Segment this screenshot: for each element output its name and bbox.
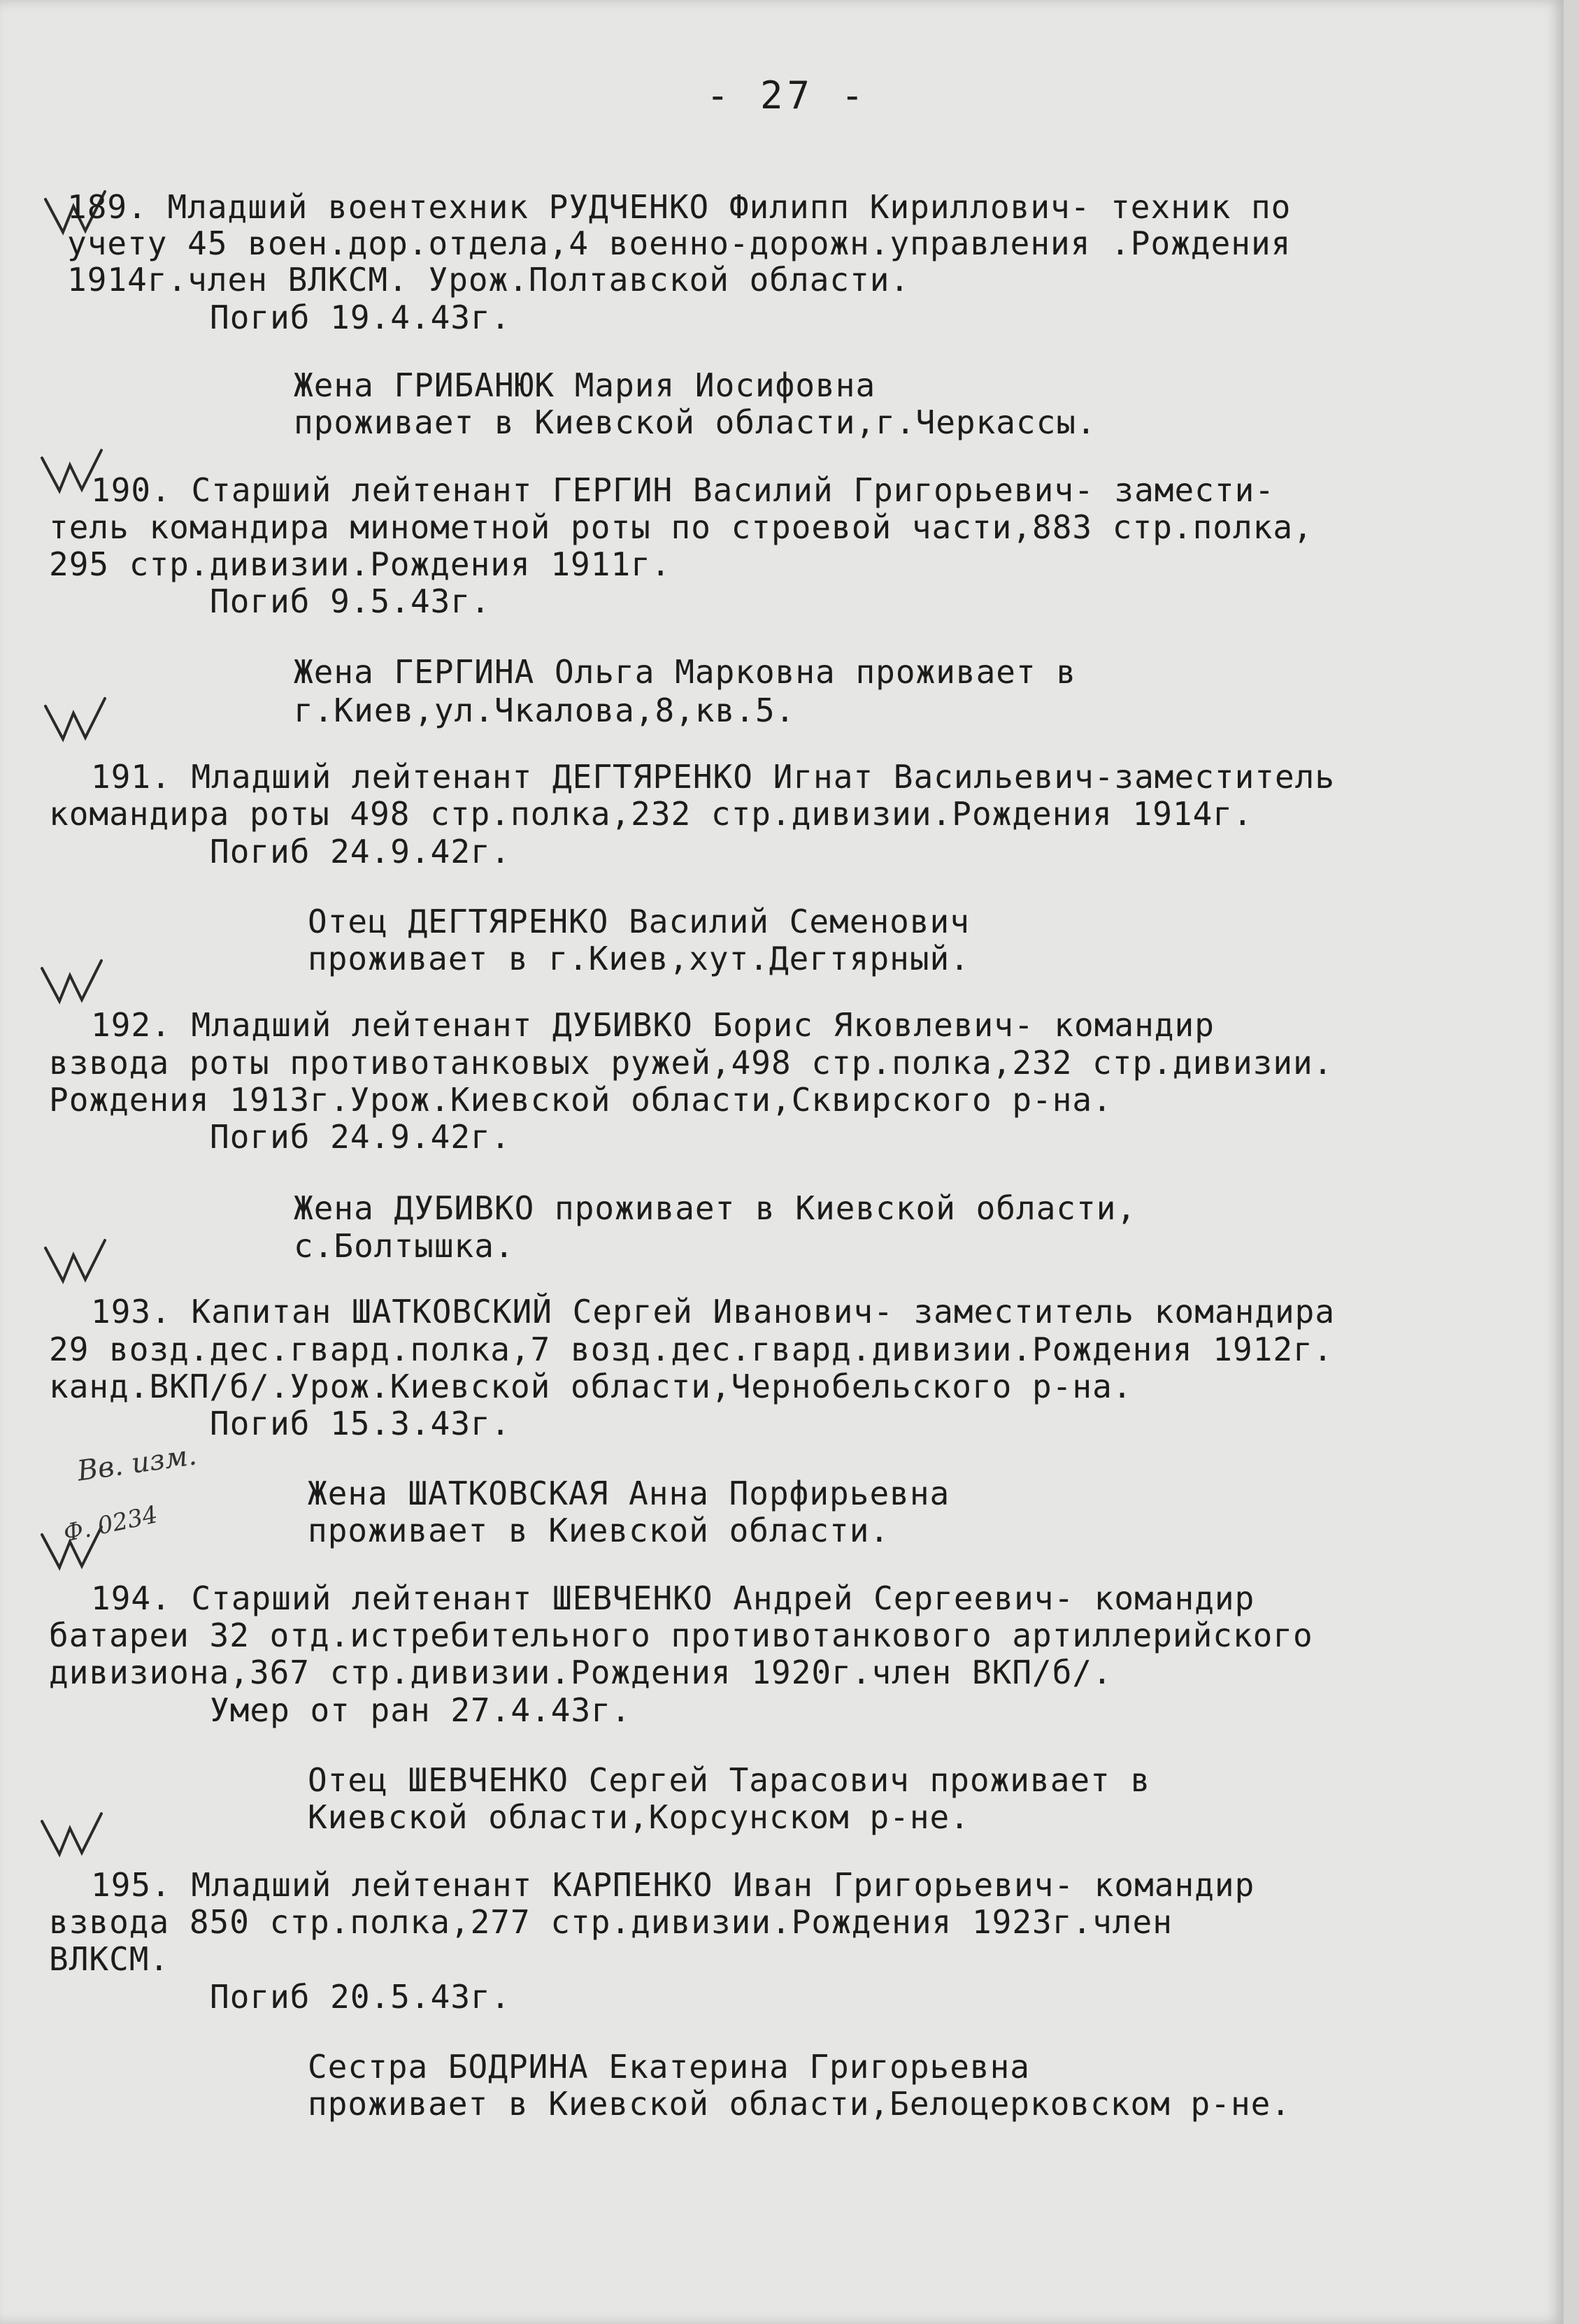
entry-191-line-2: командира роты 498 стр.полка,232 стр.дивизии.Рождения 1914г. <box>49 795 1253 833</box>
entry-189-death: Погиб 19.4.43г. <box>210 299 511 336</box>
entry-193-line-2: 29 возд.дес.гвард.полка,7 возд.дес.гвард.дивизии.Рождения 1912г. <box>49 1330 1334 1368</box>
entry-191-death: Погиб 24.9.42г. <box>210 833 511 870</box>
entry-191-address: проживает в г.Киев,хут.Дегтярный. <box>308 940 970 977</box>
entry-189-line-3: 1914г.член ВЛКСМ. Урож.Полтавской области. <box>67 261 910 299</box>
entry-195-line-3: ВЛКСМ. <box>49 1940 170 1978</box>
entry-192-line-3: Рождения 1913г.Урож.Киевской области,Сквирского р-на. <box>49 1081 1113 1119</box>
entry-192-death: Погиб 24.9.42г. <box>210 1118 511 1156</box>
check-mark-icon <box>38 1811 105 1860</box>
entry-195-line-1: 195. Младший лейтенант КАРПЕНКО Иван Григорьевич- командир <box>91 1866 1255 1904</box>
check-mark-icon <box>42 1238 108 1286</box>
entry-190-death: Погиб 9.5.43г. <box>210 582 491 620</box>
entry-193-death: Погиб 15.3.43г. <box>210 1405 511 1442</box>
entry-194-address: Киевской области,Корсунском р-не. <box>308 1798 970 1836</box>
entry-191-line-1: 191. Младший лейтенант ДЕГТЯРЕНКО Игнат Васильевич-заместитель <box>91 758 1336 796</box>
entry-194-line-2: батареи 32 отд.истребительного противотанкового артиллерийского <box>49 1616 1313 1654</box>
entry-191-relative: Отец ДЕГТЯРЕНКО Василий Семенович <box>308 903 970 940</box>
entry-189-relative: Жена ГРИБАНЮК Мария Иосифовна <box>294 366 876 404</box>
entry-195-death: Погиб 20.5.43г. <box>210 1978 511 2016</box>
handwritten-code: Ф. 0234 <box>61 1500 161 1548</box>
handwritten-note: Вв. изм. <box>75 1439 199 1488</box>
entry-190-line-3: 295 стр.дивизии.Рождения 1911г. <box>49 545 671 583</box>
entry-193-line-3: канд.ВКП/б/.Урож.Киевской области,Чернобельского р-на. <box>49 1368 1133 1405</box>
page-number: - 27 - <box>706 73 869 117</box>
entry-192-line-1: 192. Младший лейтенант ДУБИВКО Борис Яковлевич- командир <box>91 1006 1215 1044</box>
entry-195-relative: Сестра БОДРИНА Екатерина Григорьевна <box>308 2048 1030 2086</box>
entry-193-address: проживает в Киевской области. <box>308 1512 890 1549</box>
entry-189-line-1: 189. Младший воентехник РУДЧЕНКО Филипп Кириллович- техник по <box>67 188 1292 226</box>
entry-194-relative: Отец ШЕВЧЕНКО Сергей Тарасович проживает в <box>308 1761 1151 1799</box>
entry-190-line-1: 190. Старший лейтенант ГЕРГИН Василий Григорьевич- замести- <box>91 471 1275 509</box>
entry-189-line-2: учету 45 воен.дор.отдела,4 военно-дорожн.управления .Рождения <box>67 224 1292 262</box>
entry-190-address: г.Киев,ул.Чкалова,8,кв.5. <box>294 691 796 729</box>
entry-193-relative: Жена ШАТКОВСКАЯ Анна Порфирьевна <box>308 1475 950 1512</box>
entry-190-relative: Жена ГЕРГИНА Ольга Марковна проживает в <box>294 653 1077 691</box>
entry-194-death: Умер от ран 27.4.43г. <box>210 1691 631 1729</box>
entry-189-address: проживает в Киевской области,г.Черкассы. <box>294 403 1096 441</box>
check-mark-icon <box>38 958 105 1007</box>
check-mark-icon <box>42 696 108 745</box>
entry-192-line-2: взвода роты противотанковых ружей,498 стр.полка,232 стр.дивизии. <box>49 1044 1334 1082</box>
entry-194-line-3: дивизиона,367 стр.дивизии.Рождения 1920г.член ВКП/б/. <box>49 1654 1113 1691</box>
entry-192-address: с.Болтышка. <box>294 1227 515 1265</box>
entry-194-line-1: 194. Старший лейтенант ШЕВЧЕНКО Андрей Сергеевич- командир <box>91 1579 1255 1617</box>
entry-192-relative: Жена ДУБИВКО проживает в Киевской области, <box>294 1189 1137 1227</box>
entry-193-line-1: 193. Капитан ШАТКОВСКИЙ Сергей Иванович- заместитель командира <box>91 1293 1336 1330</box>
entry-190-line-2: тель командира минометной роты по строевой части,883 стр.полка, <box>49 508 1313 546</box>
entry-195-address: проживает в Киевской области,Белоцерковском р-не. <box>308 2085 1292 2123</box>
entry-195-line-2: взвода 850 стр.полка,277 стр.дивизии.Рождения 1923г.член <box>49 1903 1173 1941</box>
